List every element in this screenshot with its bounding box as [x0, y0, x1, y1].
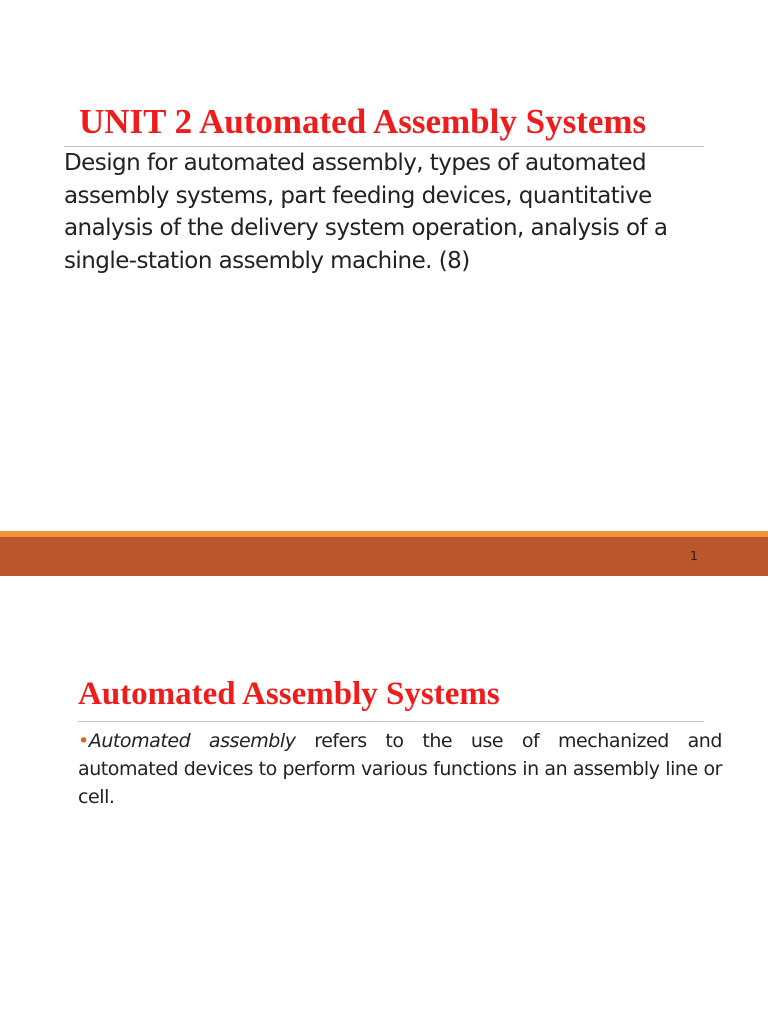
bullet-text: refers to the use of mechanized and automated devices to perform various functions in an assembly line or cell. [78, 730, 722, 808]
slide-1-title: UNIT 2 Automated Assembly Systems [79, 102, 647, 141]
slide-2-title: Automated Assembly Systems [78, 676, 500, 712]
slide-2-title-rule [78, 721, 704, 722]
slide-1-body-text: Design for automated assembly, types of automated assembly systems, part feeding devices, quantitative analysis of the delivery system operation, analysis of a single-station assembly machine. (8) [64, 150, 668, 274]
bullet-term: Automated assembly [88, 730, 296, 752]
bullet-icon: • [78, 730, 89, 752]
page-number: 1 [690, 549, 698, 563]
slide-2-bullet-item [78, 727, 722, 811]
footer-band [0, 537, 768, 576]
slide-2 [0, 576, 768, 1024]
